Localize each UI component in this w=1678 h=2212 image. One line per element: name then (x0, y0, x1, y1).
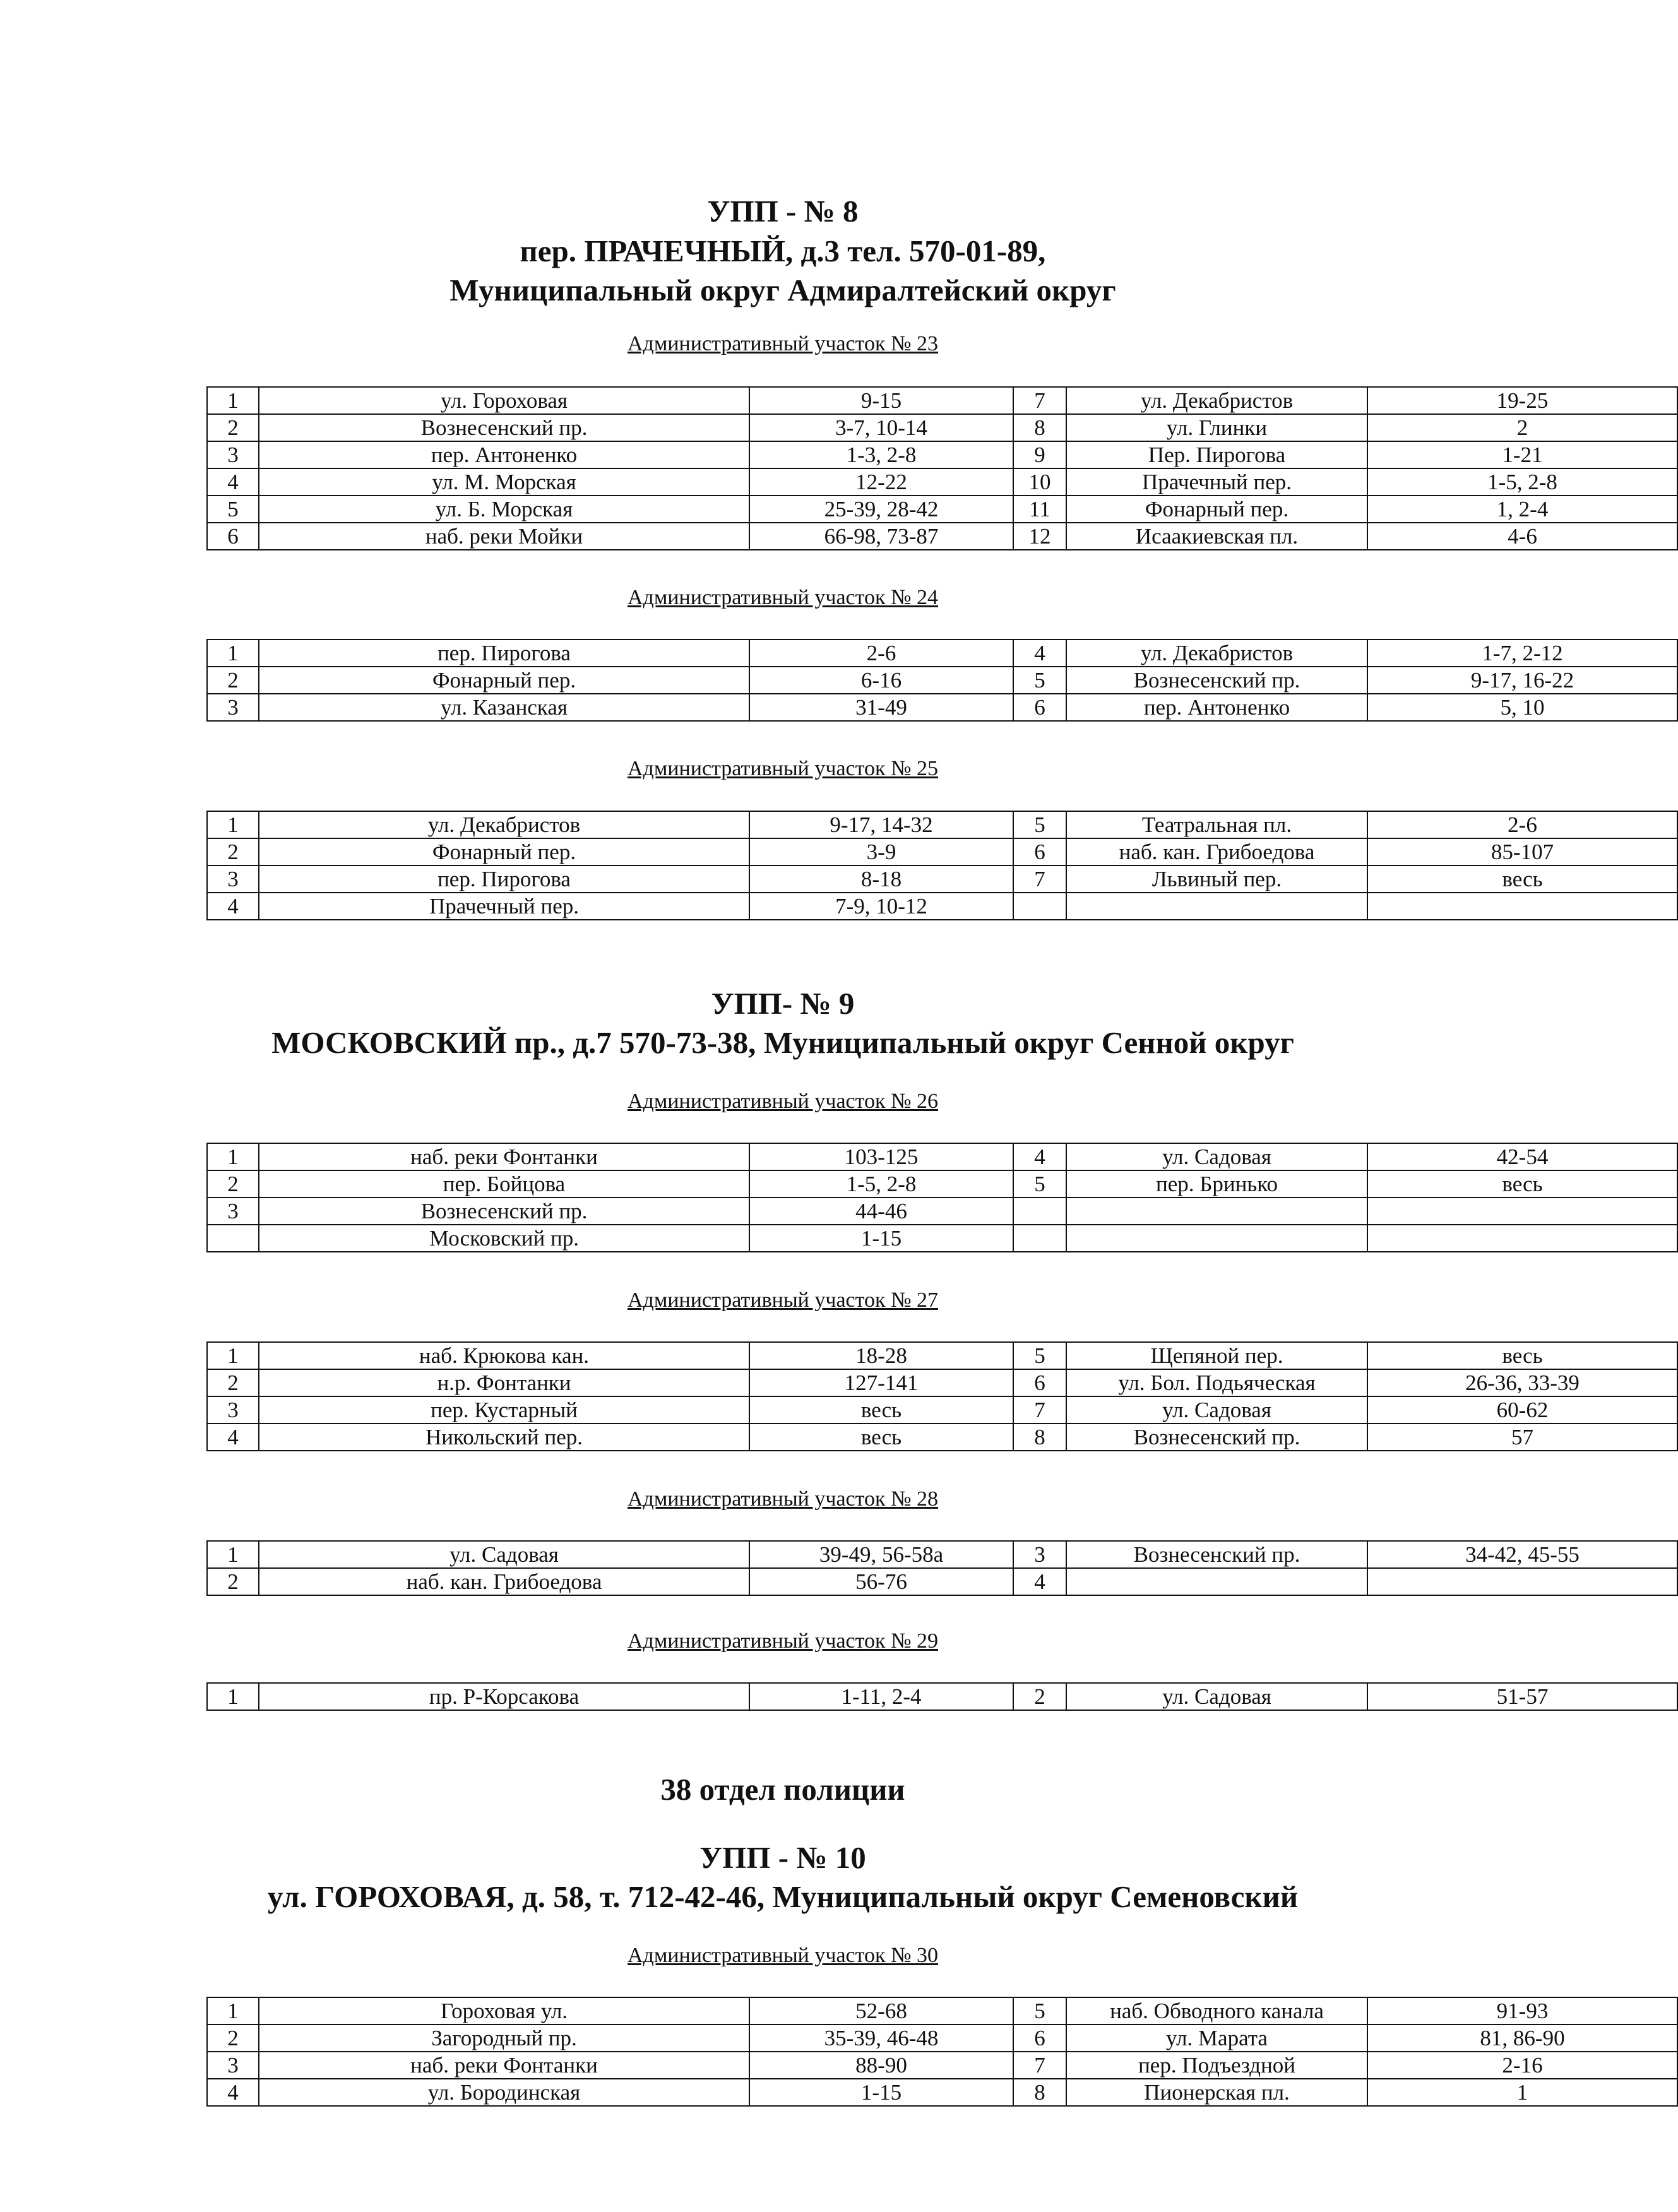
section-district: Муниципальный округ Адмиралтейский округ (449, 273, 1116, 307)
row-number-right: 11 (1013, 496, 1066, 523)
row-number-right: 7 (1013, 387, 1066, 414)
street-right: ул. Садовая (1066, 1683, 1367, 1710)
houses-left: весь (749, 1424, 1013, 1451)
row-number-left: 1 (207, 1143, 259, 1170)
houses-left: 6-16 (749, 667, 1013, 694)
row-number-right: 7 (1013, 1396, 1066, 1424)
houses-left: 127-141 (749, 1369, 1013, 1396)
row-number-left: 1 (207, 639, 259, 667)
row-number-right: 12 (1013, 523, 1066, 550)
street-right: наб. Обводного канала (1066, 1997, 1367, 2025)
row-number-right: 7 (1013, 2052, 1066, 2079)
houses-left: 1-11, 2-4 (749, 1683, 1013, 1710)
houses-left: 3-7, 10-14 (749, 414, 1013, 441)
houses-left: 25-39, 28-42 (749, 496, 1013, 523)
table-row (207, 1170, 1677, 1198)
street-left: наб. кан. Грибоедова (259, 1568, 749, 1595)
street-right: Вознесенский пр. (1066, 667, 1367, 694)
area-table (206, 811, 1678, 920)
area-table (206, 1540, 1678, 1596)
table-row (207, 2079, 1677, 2106)
houses-right: 9-17, 16-22 (1367, 667, 1677, 694)
row-number-left: 4 (207, 893, 259, 920)
row-number-right: 5 (1013, 1170, 1066, 1198)
table-row (207, 1424, 1677, 1451)
street-left: пер. Пирогова (259, 639, 749, 667)
row-number-right (1013, 893, 1066, 920)
area-title: Административный участок № 24 (627, 586, 939, 609)
street-right: Театральная пл. (1066, 811, 1367, 838)
row-number-right: 8 (1013, 414, 1066, 441)
street-left: наб. реки Мойки (259, 523, 749, 550)
section-title: УПП - № 8 (707, 194, 859, 229)
street-left: ул. М. Морская (259, 468, 749, 496)
street-right: ул. Бол. Подьяческая (1066, 1369, 1367, 1396)
row-number-left: 3 (207, 2052, 259, 2079)
row-number-right: 6 (1013, 2025, 1066, 2052)
houses-right (1367, 1198, 1677, 1225)
houses-left: 7-9, 10-12 (749, 893, 1013, 920)
street-left: Вознесенский пр. (259, 414, 749, 441)
area-table (206, 639, 1678, 722)
table-row (207, 893, 1677, 920)
houses-right: 51-57 (1367, 1683, 1677, 1710)
table-row (207, 1683, 1677, 1710)
street-right: Фонарный пер. (1066, 496, 1367, 523)
street-right: пер. Бринько (1066, 1170, 1367, 1198)
street-right: ул. Декабристов (1066, 387, 1367, 414)
table-row (207, 865, 1677, 893)
table-row (207, 496, 1677, 523)
street-left: ул. Казанская (259, 694, 749, 721)
street-left: Московский пр. (259, 1225, 749, 1252)
houses-right: 85-107 (1367, 838, 1677, 865)
houses-right: весь (1367, 1342, 1677, 1369)
area-table (206, 386, 1678, 550)
table-row (207, 387, 1677, 414)
area-title: Административный участок № 30 (627, 1944, 939, 1967)
row-number-left: 3 (207, 1198, 259, 1225)
street-left: наб. Крюкова кан. (259, 1342, 749, 1369)
table-row (207, 1369, 1677, 1396)
houses-left: 9-15 (749, 387, 1013, 414)
table-row (207, 1225, 1677, 1252)
houses-left: 1-15 (749, 1225, 1013, 1252)
street-right: пер. Подъездной (1066, 2052, 1367, 2079)
street-left: н.р. Фонтанки (259, 1369, 749, 1396)
houses-right: весь (1367, 1170, 1677, 1198)
street-right: пер. Антоненко (1066, 694, 1367, 721)
row-number-right: 5 (1013, 1997, 1066, 2025)
table-row (207, 441, 1677, 468)
houses-right: 2 (1367, 414, 1677, 441)
row-number-right: 9 (1013, 441, 1066, 468)
row-number-left: 2 (207, 414, 259, 441)
row-number-right: 3 (1013, 1541, 1066, 1568)
row-number-right: 5 (1013, 667, 1066, 694)
row-number-left: 3 (207, 441, 259, 468)
street-right (1066, 893, 1367, 920)
street-left: Гороховая ул. (259, 1997, 749, 2025)
street-left: ул. Декабристов (259, 811, 749, 838)
street-left: Загородный пр. (259, 2025, 749, 2052)
table-row (207, 1568, 1677, 1595)
street-left: Прачечный пер. (259, 893, 749, 920)
row-number-left: 2 (207, 1568, 259, 1595)
houses-left: 52-68 (749, 1997, 1013, 2025)
row-number-left: 2 (207, 1170, 259, 1198)
houses-right: весь (1367, 865, 1677, 893)
houses-right (1367, 893, 1677, 920)
street-left: пер. Антоненко (259, 441, 749, 468)
row-number-left: 1 (207, 1683, 259, 1710)
houses-right: 1-5, 2-8 (1367, 468, 1677, 496)
table-row (207, 2025, 1677, 2052)
street-right: Прачечный пер. (1066, 468, 1367, 496)
table-row (207, 1198, 1677, 1225)
area-table (206, 1682, 1678, 1711)
area-title: Административный участок № 27 (627, 1288, 939, 1312)
table-row (207, 1143, 1677, 1170)
street-right: Пионерская пл. (1066, 2079, 1367, 2106)
houses-right: 1-7, 2-12 (1367, 639, 1677, 667)
row-number-left: 2 (207, 1369, 259, 1396)
row-number-left: 3 (207, 865, 259, 893)
area-title: Административный участок № 28 (627, 1487, 939, 1511)
street-left: пер. Кустарный (259, 1396, 749, 1424)
street-left: наб. реки Фонтанки (259, 1143, 749, 1170)
row-number-right (1013, 1198, 1066, 1225)
row-number-right: 4 (1013, 639, 1066, 667)
row-number-right: 5 (1013, 811, 1066, 838)
houses-right: 91-93 (1367, 1997, 1677, 2025)
street-left: Вознесенский пр. (259, 1198, 749, 1225)
area-table (206, 1143, 1678, 1252)
houses-right: 5, 10 (1367, 694, 1677, 721)
houses-right (1367, 1568, 1677, 1595)
street-left: пер. Бойцова (259, 1170, 749, 1198)
area-title: Административный участок № 25 (627, 757, 939, 780)
houses-left: 103-125 (749, 1143, 1013, 1170)
street-left: ул. Бородинская (259, 2079, 749, 2106)
section-title: УПП- № 9 (711, 986, 855, 1021)
table-row (207, 1541, 1677, 1568)
area-table (206, 1341, 1678, 1451)
row-number-left: 6 (207, 523, 259, 550)
houses-left: 1-15 (749, 2079, 1013, 2106)
houses-right: 81, 86-90 (1367, 2025, 1677, 2052)
row-number-right (1013, 1225, 1066, 1252)
street-right: Вознесенский пр. (1066, 1541, 1367, 1568)
section-address: МОСКОВСКИЙ пр., д.7 570-73-38, Муниципальный округ Сенной округ (271, 1025, 1294, 1060)
row-number-right: 7 (1013, 865, 1066, 893)
houses-left: 1-3, 2-8 (749, 441, 1013, 468)
row-number-left: 1 (207, 811, 259, 838)
table-row (207, 838, 1677, 865)
street-right: Исаакиевская пл. (1066, 523, 1367, 550)
houses-right: 2-6 (1367, 811, 1677, 838)
row-number-right: 6 (1013, 1369, 1066, 1396)
street-left: Фонарный пер. (259, 667, 749, 694)
street-left: Никольский пер. (259, 1424, 749, 1451)
houses-right: 42-54 (1367, 1143, 1677, 1170)
houses-left: 9-17, 14-32 (749, 811, 1013, 838)
table-row (207, 1396, 1677, 1424)
houses-left: 8-18 (749, 865, 1013, 893)
row-number-left: 3 (207, 694, 259, 721)
table-row (207, 523, 1677, 550)
section-address: ул. ГОРОХОВАЯ, д. 58, т. 712-42-46, Муниципальный округ Семеновский (267, 1879, 1299, 1914)
table-row (207, 811, 1677, 838)
houses-left: 31-49 (749, 694, 1013, 721)
houses-left: 35-39, 46-48 (749, 2025, 1013, 2052)
houses-left: 1-5, 2-8 (749, 1170, 1013, 1198)
street-right: Вознесенский пр. (1066, 1424, 1367, 1451)
table-row (207, 1997, 1677, 2025)
street-right: ул. Глинки (1066, 414, 1367, 441)
street-right: Щепяной пер. (1066, 1342, 1367, 1369)
houses-right: 57 (1367, 1424, 1677, 1451)
houses-left: 56-76 (749, 1568, 1013, 1595)
houses-left: 3-9 (749, 838, 1013, 865)
houses-right: 1, 2-4 (1367, 496, 1677, 523)
area-title: Административный участок № 29 (627, 1629, 939, 1653)
houses-left: 12-22 (749, 468, 1013, 496)
row-number-right: 6 (1013, 694, 1066, 721)
row-number-right: 8 (1013, 2079, 1066, 2106)
row-number-right: 4 (1013, 1568, 1066, 1595)
street-right (1066, 1198, 1367, 1225)
row-number-right: 6 (1013, 838, 1066, 865)
table-row (207, 667, 1677, 694)
street-left: наб. реки Фонтанки (259, 2052, 749, 2079)
row-number-left: 5 (207, 496, 259, 523)
houses-right: 1-21 (1367, 441, 1677, 468)
area-table (206, 1997, 1678, 2107)
row-number-left: 4 (207, 468, 259, 496)
row-number-left: 2 (207, 838, 259, 865)
row-number-left: 4 (207, 1424, 259, 1451)
street-right: Львиный пер. (1066, 865, 1367, 893)
section-address: пер. ПРАЧЕЧНЫЙ, д.3 тел. 570-01-89, (520, 234, 1046, 268)
area-title: Административный участок № 26 (627, 1090, 939, 1113)
row-number-right: 5 (1013, 1342, 1066, 1369)
houses-left: 88-90 (749, 2052, 1013, 2079)
street-right: ул. Садовая (1066, 1143, 1367, 1170)
houses-right: 60-62 (1367, 1396, 1677, 1424)
section-title: УПП - № 10 (699, 1840, 866, 1875)
street-right (1066, 1225, 1367, 1252)
table-row (207, 639, 1677, 667)
houses-right: 2-16 (1367, 2052, 1677, 2079)
row-number-left: 3 (207, 1396, 259, 1424)
row-number-right: 4 (1013, 1143, 1066, 1170)
row-number-right: 10 (1013, 468, 1066, 496)
row-number-left (207, 1225, 259, 1252)
row-number-left: 1 (207, 1541, 259, 1568)
houses-left: 44-46 (749, 1198, 1013, 1225)
row-number-left: 4 (207, 2079, 259, 2106)
street-right: ул. Садовая (1066, 1396, 1367, 1424)
houses-left: 2-6 (749, 639, 1013, 667)
row-number-left: 1 (207, 1997, 259, 2025)
houses-right: 19-25 (1367, 387, 1677, 414)
row-number-left: 2 (207, 667, 259, 694)
department-title: 38 отдел полиции (660, 1772, 905, 1807)
table-row (207, 694, 1677, 721)
row-number-left: 1 (207, 387, 259, 414)
houses-left: 18-28 (749, 1342, 1013, 1369)
street-right (1066, 1568, 1367, 1595)
houses-right: 1 (1367, 2079, 1677, 2106)
street-left: Фонарный пер. (259, 838, 749, 865)
houses-right (1367, 1225, 1677, 1252)
table-row (207, 2052, 1677, 2079)
houses-right: 34-42, 45-55 (1367, 1541, 1677, 1568)
street-left: ул. Б. Морская (259, 496, 749, 523)
houses-right: 26-36, 33-39 (1367, 1369, 1677, 1396)
table-row (207, 414, 1677, 441)
street-left: пер. Пирогова (259, 865, 749, 893)
street-right: ул. Декабристов (1066, 639, 1367, 667)
street-left: ул. Садовая (259, 1541, 749, 1568)
houses-right: 4-6 (1367, 523, 1677, 550)
street-right: ул. Марата (1066, 2025, 1367, 2052)
houses-left: весь (749, 1396, 1013, 1424)
row-number-right: 8 (1013, 1424, 1066, 1451)
street-right: наб. кан. Грибоедова (1066, 838, 1367, 865)
row-number-left: 2 (207, 2025, 259, 2052)
row-number-right: 2 (1013, 1683, 1066, 1710)
street-left: ул. Гороховая (259, 387, 749, 414)
houses-left: 39-49, 56-58а (749, 1541, 1013, 1568)
row-number-left: 1 (207, 1342, 259, 1369)
area-title: Административный участок № 23 (627, 332, 939, 355)
houses-left: 66-98, 73-87 (749, 523, 1013, 550)
table-row (207, 468, 1677, 496)
street-right: Пер. Пирогова (1066, 441, 1367, 468)
table-row (207, 1342, 1677, 1369)
street-left: пр. Р-Корсакова (259, 1683, 749, 1710)
